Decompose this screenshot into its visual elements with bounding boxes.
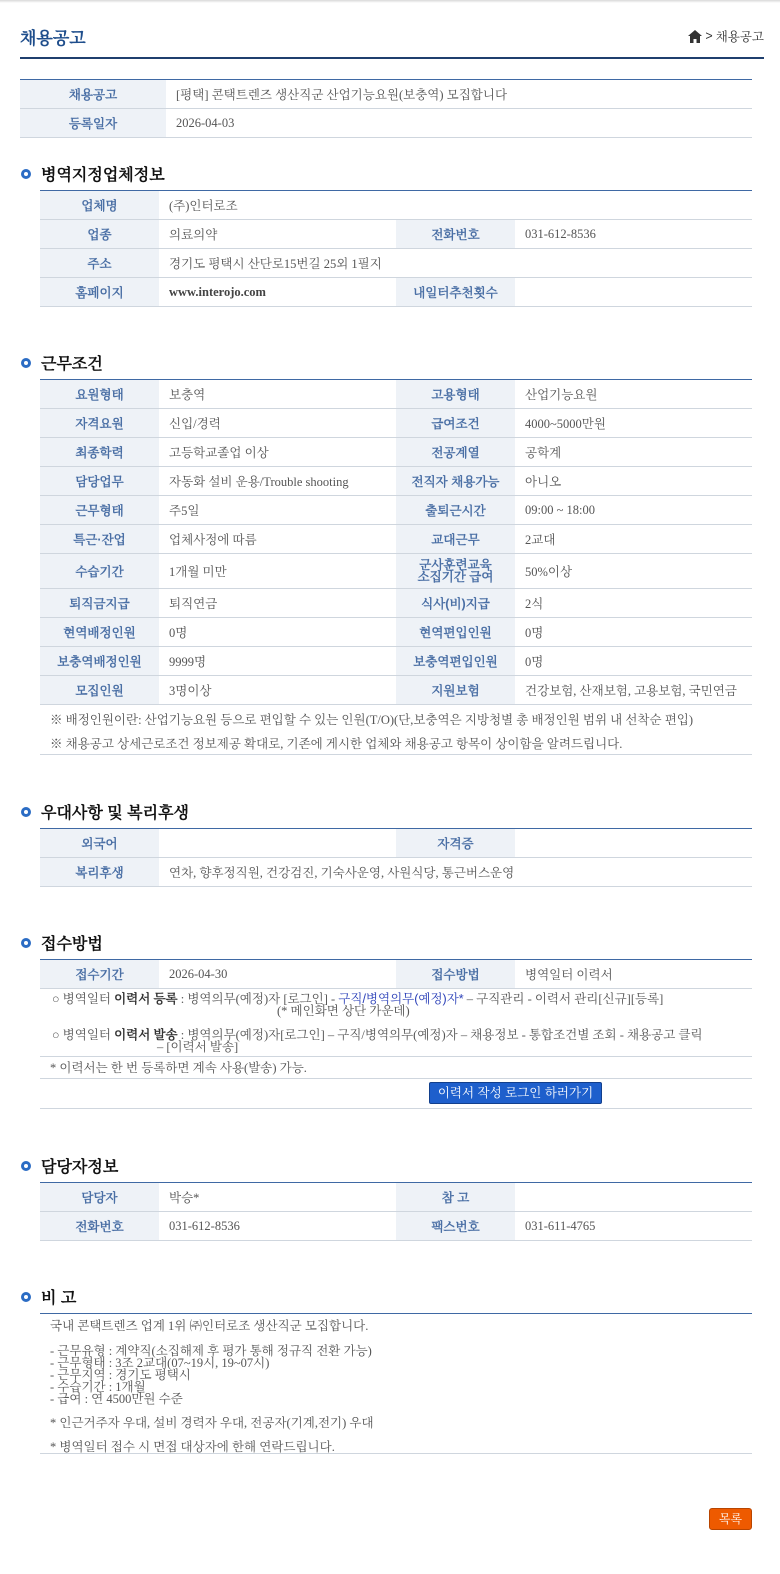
step-prefix: ○ 병역일터 (52, 1028, 115, 1042)
apply-table (40, 959, 752, 989)
company-table (40, 190, 752, 307)
industry-label: 업종 (40, 220, 159, 249)
job-seeker-link[interactable]: 구직/병역의무(예정)자* (338, 992, 464, 1006)
welfare-label: 복리후생 (40, 858, 159, 887)
remark-line: - 수습기간 : 1개월 (50, 1380, 146, 1394)
work-value: 산업기능요원 (515, 380, 752, 409)
step-text: : 병역의무(예정)자[로그인] – 구직/병역의무(예정)자 – 채용정보 - 통합조건별 조회 - 채용공고 클릭 (177, 1028, 703, 1042)
section-title-text: 병역지정업체정보 (41, 167, 165, 184)
posting-value: [평택] 콘택트렌즈 생산직군 산업기능요원(보충역) 모집합니다 (166, 80, 752, 109)
apply-section-title (20, 931, 103, 954)
remark-line: - 근무형태 : 3조 2교대(07~19시, 19~07시) (50, 1356, 270, 1370)
company-name-value: (주)인터로조 (159, 191, 752, 220)
work-label: 지원보험 (396, 676, 515, 705)
table-row (40, 278, 752, 307)
contact-ref-value (515, 1183, 752, 1212)
certificate-value (515, 829, 752, 858)
work-note-2: ※ 채용공고 상세근로조건 정보제공 확대로, 기존에 게시한 업체와 채용공고 항목이 상이함을 알려드립니다. (40, 733, 752, 755)
bullet-icon (21, 938, 31, 948)
work-label: 식사(비)지급 (396, 589, 515, 618)
work-value: 공학계 (515, 438, 752, 467)
contact-table (40, 1182, 752, 1241)
table-row (40, 589, 752, 618)
table-row (40, 647, 752, 676)
remark-line: 국내 콘택트렌즈 업계 1위 ㈜인터로조 생산직군 모집합니다. (50, 1319, 369, 1333)
language-label: 외국어 (40, 829, 159, 858)
work-value: 보충역 (159, 380, 396, 409)
work-label: 군사훈련교육 소집기간 급여 (396, 554, 515, 589)
home-icon[interactable] (688, 30, 702, 43)
section-title-text: 우대사항 및 복리후생 (41, 805, 189, 822)
apply-method-value: 병역일터 이력서 (515, 960, 752, 989)
table-row (40, 409, 752, 438)
remark-line: * 인근거주자 우대, 설비 경력자 우대, 전공자(기계,전기) 우대 (50, 1416, 374, 1430)
bullet-icon (21, 807, 31, 817)
table-row (40, 496, 752, 525)
work-label: 보충역배정인원 (40, 647, 159, 676)
work-value: 2식 (515, 589, 752, 618)
welfare-value: 연차, 향후정직원, 건강검진, 기숙사운영, 사원식당, 통근버스운영 (159, 858, 752, 887)
work-value: 아니오 (515, 467, 752, 496)
work-label: 전공계열 (396, 438, 515, 467)
contact-person-label: 담당자 (40, 1183, 159, 1212)
section-title-text: 비 고 (41, 1290, 77, 1307)
company-name-label: 업체명 (40, 191, 159, 220)
table-row (40, 676, 752, 705)
address-value: 경기도 평택시 산단로15번길 25외 1필지 (159, 249, 752, 278)
apply-period-label: 접수기간 (40, 960, 159, 989)
table-row (40, 380, 752, 409)
table-row (40, 191, 752, 220)
divider (40, 1108, 752, 1109)
work-value: 3명이상 (159, 676, 396, 705)
list-button[interactable]: 목록 (709, 1508, 752, 1530)
benefit-table (40, 828, 752, 887)
breadcrumb (688, 27, 764, 45)
work-label: 보충역편입인원 (396, 647, 515, 676)
step-sub-note: (* 메인화면 상단 가운데) (277, 1004, 410, 1018)
work-label: 특근·잔업 (40, 525, 159, 554)
work-label: 수습기간 (40, 554, 159, 589)
section-title-text: 담당자정보 (41, 1159, 119, 1176)
step-text-rest: – 구직관리 - 이력서 관리[신규][등록] (463, 992, 664, 1006)
work-value: 0명 (159, 618, 396, 647)
breadcrumb-current[interactable]: 채용공고 (715, 30, 764, 44)
bullet-icon (21, 1292, 31, 1302)
apply-note: * 이력서는 한 번 등록하면 계속 사용(발송) 가능. (40, 1056, 752, 1079)
summary-table (20, 79, 752, 138)
step-prefix: ○ 병역일터 (52, 992, 115, 1006)
step-sub-note: – [이력서 발송] (157, 1040, 239, 1054)
work-label: 자격요원 (40, 409, 159, 438)
work-value: 퇴직연금 (159, 589, 396, 618)
contact-ref-label: 참 고 (396, 1183, 515, 1212)
company-phone-value: 031-612-8536 (515, 220, 752, 249)
table-row (40, 829, 752, 858)
work-value: 신입/경력 (159, 409, 396, 438)
work-value: 9999명 (159, 647, 396, 676)
apply-step-send (40, 1029, 752, 1041)
work-label: 담당업무 (40, 467, 159, 496)
date-value: 2026-04-03 (166, 109, 752, 138)
table-row (40, 249, 752, 278)
contact-fax-label: 팩스번호 (396, 1212, 515, 1241)
posting-label: 채용공고 (20, 80, 166, 109)
step-title: 이력서 발송 (114, 1028, 178, 1042)
section-title-text: 접수방법 (41, 936, 103, 953)
remark-line: - 근무유형 : 계약직(소집해제 후 평가 통해 정규직 전환 가능) (50, 1344, 372, 1358)
page-header (20, 24, 764, 59)
work-label: 급여조건 (396, 409, 515, 438)
apply-method-label: 접수방법 (396, 960, 515, 989)
remark-section-title (20, 1285, 76, 1308)
work-label: 근무형태 (40, 496, 159, 525)
work-value: 자동화 설비 운용/Trouble shooting (159, 467, 396, 496)
work-value: 2교대 (515, 525, 752, 554)
work-value: 0명 (515, 618, 752, 647)
work-value: 업체사정에 따름 (159, 525, 396, 554)
language-value (159, 829, 396, 858)
work-label: 모집인원 (40, 676, 159, 705)
table-row (40, 1212, 752, 1241)
section-title-text: 근무조건 (41, 356, 103, 373)
date-label: 등록일자 (20, 109, 166, 138)
recommend-value (515, 278, 752, 307)
recommend-label: 내일터추천횟수 (396, 278, 515, 307)
work-table (40, 379, 752, 705)
contact-person-value: 박승* (159, 1183, 396, 1212)
apply-period-value: 2026-04-30 (159, 960, 396, 989)
work-label: 출퇴근시간 (396, 496, 515, 525)
apply-instructions (40, 993, 752, 1053)
table-row (40, 858, 752, 887)
remark-box (40, 1313, 752, 1454)
table-row (20, 109, 752, 138)
work-value: 0명 (515, 647, 752, 676)
contact-section-title (20, 1154, 118, 1177)
step-text: : 병역의무(예정)자 [로그인] - (177, 992, 339, 1006)
top-shadow (0, 0, 780, 3)
table-row (40, 960, 752, 989)
table-row (40, 554, 752, 589)
benefit-section-title (20, 800, 189, 823)
bullet-icon (21, 169, 31, 179)
remark-line: * 병역일터 접수 시 면접 대상자에 한해 연락드립니다. (50, 1440, 335, 1454)
contact-phone-label: 전화번호 (40, 1212, 159, 1241)
resume-login-button[interactable]: 이력서 작성 로그인 하러가기 (429, 1082, 602, 1104)
step-title: 이력서 등록 (114, 992, 178, 1006)
table-row (40, 1183, 752, 1212)
work-label: 고용형태 (396, 380, 515, 409)
page-title: 채용공고 (20, 29, 86, 48)
breadcrumb-separator: > (705, 29, 713, 43)
bullet-icon (21, 1161, 31, 1171)
homepage-label: 홈페이지 (40, 278, 159, 307)
company-section-title (20, 162, 165, 185)
work-label: 현역배정인원 (40, 618, 159, 647)
work-note-1: ※ 배정인원이란: 산업기능요원 등으로 편입할 수 있는 인원(T/O)(단,보충역은 지방청별 총 배정인원 범위 내 선착순 편입) (50, 713, 694, 727)
table-row (40, 525, 752, 554)
certificate-label: 자격증 (396, 829, 515, 858)
work-value: 50%이상 (515, 554, 752, 589)
remark-line: - 근무지역 : 경기도 평택시 (50, 1368, 191, 1382)
table-row (40, 618, 752, 647)
table-row (20, 80, 752, 109)
contact-fax-value: 031-611-4765 (515, 1212, 752, 1241)
work-value: 주5일 (159, 496, 396, 525)
table-row (40, 220, 752, 249)
homepage-link[interactable]: www.interojo.com (159, 278, 396, 307)
work-section-title (20, 351, 103, 374)
work-label: 요원형태 (40, 380, 159, 409)
work-label: 교대근무 (396, 525, 515, 554)
bullet-icon (21, 358, 31, 368)
work-label: 퇴직금지급 (40, 589, 159, 618)
work-value: 고등학교졸업 이상 (159, 438, 396, 467)
work-label: 최종학력 (40, 438, 159, 467)
work-label: 현역편입인원 (396, 618, 515, 647)
table-row (40, 438, 752, 467)
address-label: 주소 (40, 249, 159, 278)
work-value: 09:00 ~ 18:00 (515, 496, 752, 525)
work-value: 건강보험, 산재보험, 고용보험, 국민연금 (515, 676, 752, 705)
work-value: 1개월 미만 (159, 554, 396, 589)
remark-line: - 급여 : 연 4500만원 수준 (50, 1392, 183, 1406)
contact-phone-value: 031-612-8536 (159, 1212, 396, 1241)
work-label: 전직자 채용가능 (396, 467, 515, 496)
company-phone-label: 전화번호 (396, 220, 515, 249)
work-value: 4000~5000만원 (515, 409, 752, 438)
industry-value: 의료의약 (159, 220, 396, 249)
table-row (40, 467, 752, 496)
